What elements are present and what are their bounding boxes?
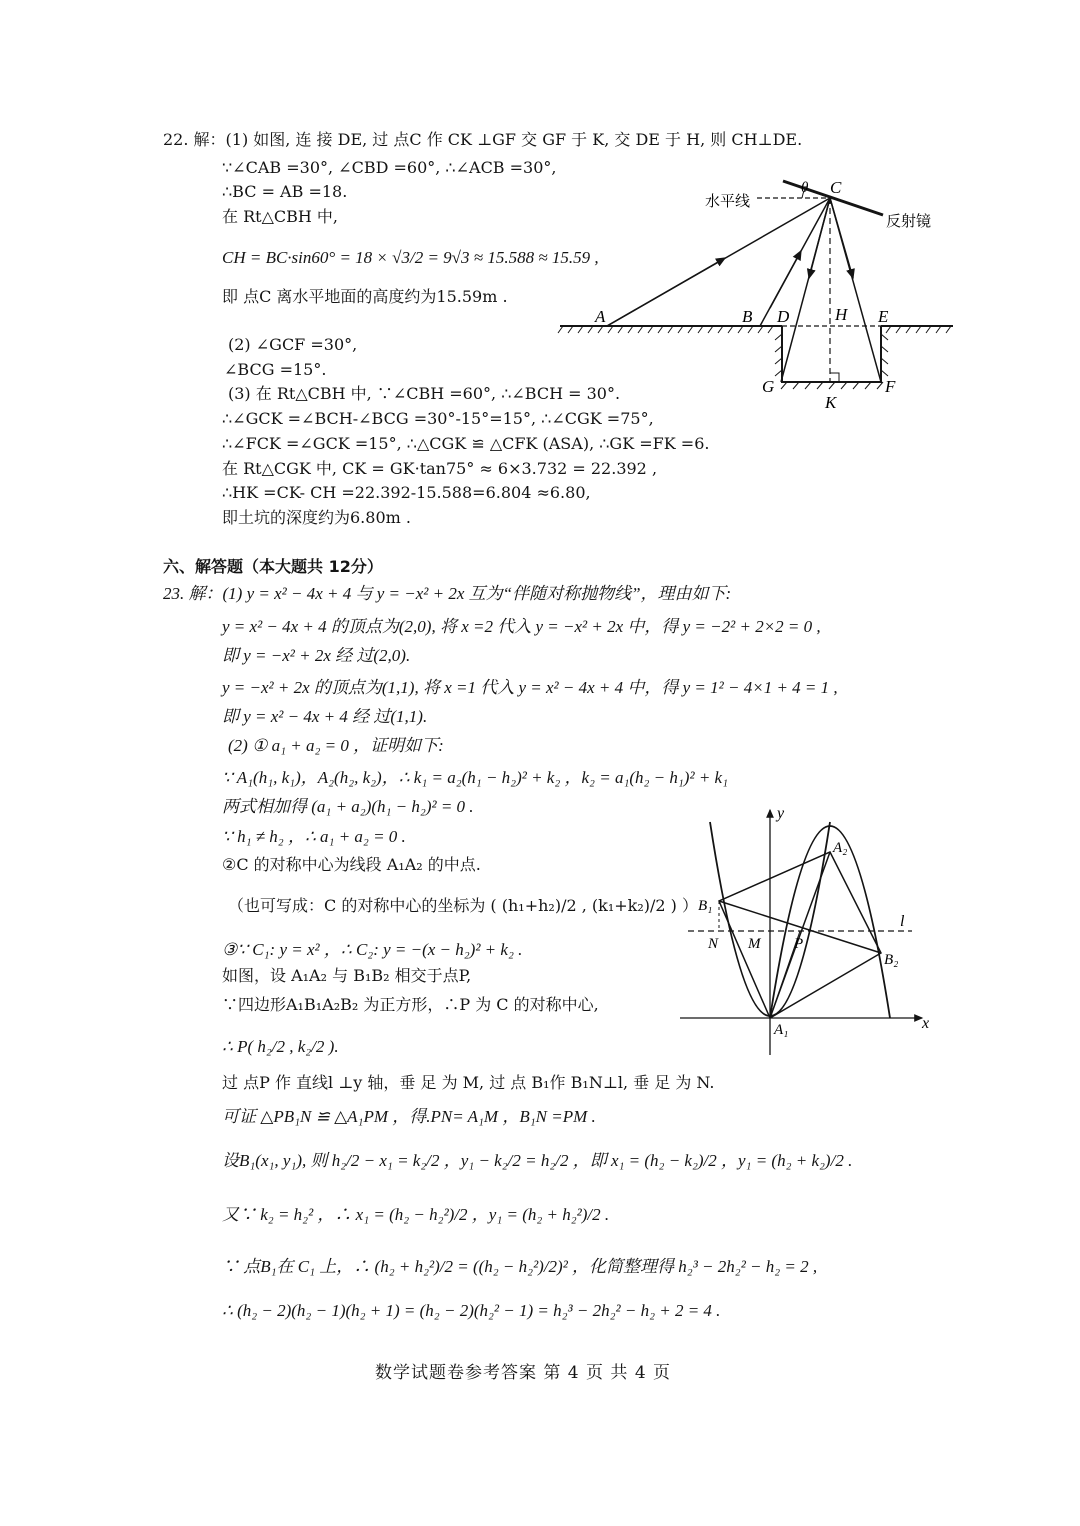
q22-line-7: (2) ∠GCF =30°, [228, 335, 358, 354]
q23-line-9: ∵ h₁ ≠ h₂ ，∴ a₁ + a₂ = 0 . [222, 827, 406, 846]
page-footer: 数学试题卷参考答案 第 4 页 共 4 页 [375, 1363, 672, 1383]
q22-line-4: 在 Rt△CBH 中, [222, 207, 338, 226]
q22-line-13: ∴HK =CK- CH =22.392-15.588=6.804 ≈6.80, [222, 483, 591, 502]
point-B-label: B [742, 307, 753, 326]
q23-line-1: 23. 解：(1) y = x² − 4x + 4 与 y = −x² + 2x 互为“伴随对称抛物线”，理由如下: [163, 584, 732, 603]
point-F-label: F [885, 377, 896, 396]
point-B2-label: B₂ [884, 952, 899, 968]
q23-line-10: ②C 的对称中心为线段 A₁A₂ 的中点. [222, 855, 481, 874]
q23-line-8: 两式相加得 (a₁ + a₂)(h₁ − h₂)² = 0 . [222, 797, 474, 816]
point-N-label: N [708, 936, 719, 952]
point-A1-label: A₁ [774, 1022, 789, 1038]
point-A-label: A [595, 307, 606, 326]
y-axis-label: y [777, 805, 785, 822]
q23-line-12: ③∵ C₁: y = x² ，∴ C₂: y = −(x − h₂)² + k₂ . [222, 940, 523, 959]
q22-line-6: 即 点C 离水平地面的高度约为15.59m . [222, 287, 508, 306]
q22-line-8: ∠BCG =15°. [224, 360, 327, 379]
q22-line-14: 即土坑的深度约为6.80m . [222, 508, 411, 527]
q23-line-13: 如图，设 A₁A₂ 与 B₁B₂ 相交于点P, [222, 966, 472, 985]
point-K-label: K [825, 393, 837, 412]
point-E-label: E [878, 307, 889, 326]
point-D-label: D [777, 307, 790, 326]
q23-line-21: ∴ (h₂ − 2)(h₂ − 1)(h₂ + 1) = (h₂ − 2)(h₂² − 1) = h₂³ − 2h₂² − h₂ + 2 = 4 . [222, 1301, 721, 1320]
point-A2-label: A₂ [833, 840, 848, 856]
point-C-label: C [830, 178, 842, 197]
q23-line-6: (2) ① a₁ + a₂ = 0 ，证明如下: [228, 736, 444, 755]
q22-line-11: ∴∠FCK =∠GCK =15°, ∴△CGK ≌ △CFK (ASA), ∴GK =FK =6. [222, 434, 710, 453]
point-M-label: M [748, 936, 761, 952]
point-G-label: G [762, 377, 775, 396]
q22-line-5: CH = BC·sin60° = 18 × √3/2 = 9√3 ≈ 15.588 ≈ 15.59 , [222, 248, 599, 267]
q22-line-10: ∴∠GCK =∠BCH-∠BCG =30°-15°=15°, ∴∠CGK =75°, [222, 409, 654, 428]
q22-line-9: (3) 在 Rt△CBH 中, ∵∠CBH =60°, ∴∠BCH = 30°. [228, 384, 621, 403]
q23-line-16: 过 点P 作 直线l ⊥y 轴，垂 足 为 M, 过 点 B₁作 B₁N⊥l, 垂 足 为 N. [222, 1073, 715, 1092]
mirror-label: 反射镜 [886, 212, 932, 230]
line-l-label: l [900, 913, 905, 930]
horizontal-line-label: 水平线 [705, 192, 751, 210]
theta-label: θ [801, 180, 809, 196]
q23-line-20: ∵ 点B₁在 C₁ 上，∴ (h₂ + h₂²)/2 = ((h₂ − h₂²)/2)² ，化简整理得 h₂³ − 2h₂² − h₂ = 2 , [222, 1257, 818, 1276]
q23-line-11: （也可写成：C 的对称中心的坐标为 ( (h₁+h₂)/2 , (k₁+k₂)/2 ) ） [228, 896, 698, 915]
point-P-label: P [794, 936, 804, 952]
section-6-title: 六、解答题（本大题共 12分） [163, 557, 383, 576]
point-H-label: H [835, 305, 848, 324]
q23-line-2: y = x² − 4x + 4 的顶点为(2,0), 将 x =2 代入 y = −x² + 2x 中，得 y = −2² + 2×2 = 0 , [222, 617, 821, 636]
parabola-square-figure [680, 800, 932, 1058]
q23-line-4: y = −x² + 2x 的顶点为(1,1), 将 x =1 代入 y = x² − 4x + 4 中，得 y = 1² − 4×1 + 4 = 1 , [222, 678, 838, 697]
mirror-pit-figure [555, 168, 965, 416]
q23-line-17: 可证 △PB₁N ≌ △A₁PM ，得.PN= A₁M ，B₁N =PM . [222, 1107, 596, 1126]
q23-line-5: 即 y = x² − 4x + 4 经 过(1,1). [222, 707, 428, 726]
q22-line-2: ∵∠CAB =30°, ∠CBD =60°, ∴∠ACB =30°, [222, 158, 557, 177]
q22-line-12: 在 Rt△CGK 中, CK = GK·tan75° ≈ 6×3.732 = 22.392 , [222, 459, 658, 478]
q23-line-19: 又∵ k₂ = h₂² ，∴ x₁ = (h₂ − h₂²)/2 ，y₁ = (h₂ + h₂²)/2 . [222, 1205, 610, 1224]
q23-line-18: 设B₁(x₁, y₁), 则 h₂/2 − x₁ = k₂/2 ，y₁ − k₂/2 = h₂/2 ，即 x₁ = (h₂ − k₂)/2 ，y₁ = (h₂ + k₂)/2 . [222, 1151, 853, 1170]
q23-line-15: ∴ P( h₂/2 , k₂/2 ). [222, 1037, 339, 1056]
x-axis-label: x [922, 1015, 930, 1032]
point-B1-label: B₁ [698, 898, 713, 914]
q22-line-3: ∴BC = AB =18. [222, 182, 348, 201]
q23-line-7: ∵ A₁(h₁, k₁)，A₂(h₂, k₂)，∴ k₁ = a₂(h₁ − h₂)² + k₂ ，k₂ = a₁(h₂ − h₁)² + k₁ [222, 768, 728, 787]
q23-line-14: ∵四边形A₁B₁A₂B₂ 为正方形，∴P 为 C 的对称中心, [222, 995, 599, 1014]
q22-line-1: 22. 解：(1) 如图, 连 接 DE, 过 点C 作 CK ⊥GF 交 GF 于 K, 交 DE 于 H, 则 CH⊥DE. [163, 130, 803, 149]
q23-line-3: 即 y = −x² + 2x 经 过(2,0). [222, 646, 411, 665]
